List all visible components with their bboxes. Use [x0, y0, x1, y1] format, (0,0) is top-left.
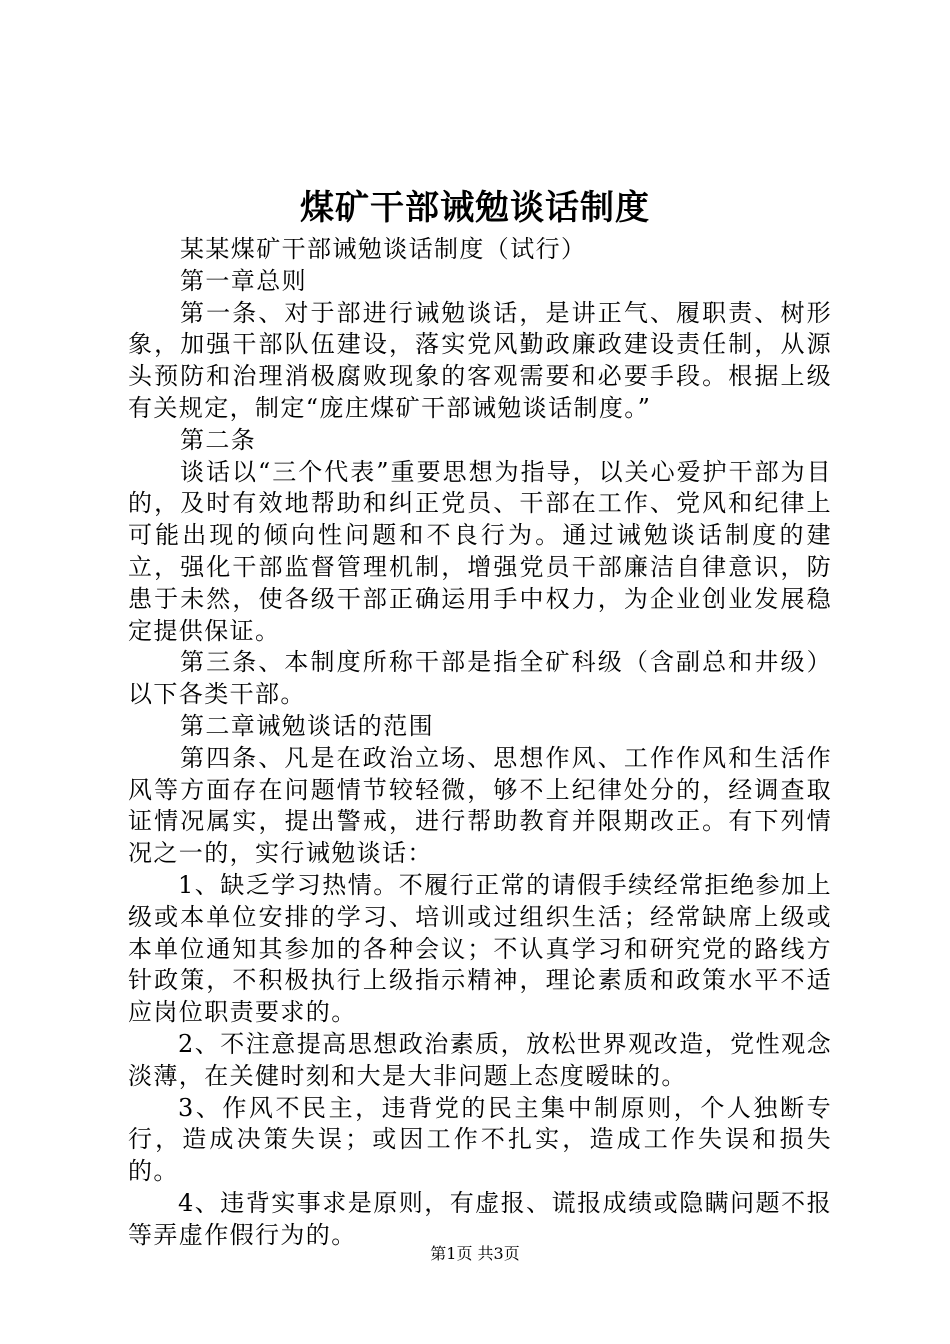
document-title: 煤矿干部诫勉谈话制度 — [300, 188, 650, 228]
list-item-paragraph: 4、违背实事求是原则，有虚报、谎报成绩或隐瞒问题不报等弄虚作假行为的。 — [128, 1188, 832, 1249]
article-paragraph: 第三条、本制度所称干部是指全矿科级（含副总和井级）以下各类干部。 — [128, 648, 832, 709]
article-paragraph: 第四条、凡是在政治立场、思想作风、工作作风和生活作风等方面存在问题情节较轻微，够不上纪律处分的，经调查取证情况属实，提出警戒，进行帮助教育并限期改正。有下列情况之一的，实行诫勉谈话： — [128, 743, 832, 868]
subtitle-paragraph: 某某煤矿干部诫勉谈话制度（试行） — [180, 235, 587, 263]
article-paragraph: 第一条、对于部进行诫勉谈话，是讲正气、履职责、树形象，加强干部队伍建设，落实党风勤政廉政建设责任制，从源头预防和治理消极腐败现象的客观需要和必要手段。根据上级有关规定，制定“庞庄煤矿干部诫勉谈话制度。” — [128, 298, 832, 422]
article-heading: 第二条 — [180, 425, 257, 454]
document-body — [128, 234, 832, 1252]
list-item-paragraph: 2、不注意提高思想政治素质，放松世界观改造，党性观念淡薄，在关健时刻和大是大非问题上态度暧昧的。 — [128, 1029, 832, 1090]
page-number-footer: 第1页 共3页 — [430, 1244, 520, 1263]
list-item-paragraph: 3、作风不民主，违背党的民主集中制原则，个人独断专行，造成决策失误；或因工作不扎实，造成工作失误和损失的。 — [128, 1093, 832, 1186]
article-paragraph: 谈话以“三个代表”重要思想为指导，以关心爱护干部为目的，及时有效地帮助和纠正党员、干部在工作、党风和纪律上可能出现的倾向性问题和不良行为。通过诫勉谈话制度的建立，强化干部监督管理机制，增强党员干部廉洁自律意识，防患于未然，使各级干部正确运用手中权力，为企业创业发展稳定提供保证。 — [128, 457, 832, 645]
list-item-paragraph: 1、缺乏学习热情。不履行正常的请假手续经常拒绝参加上级或本单位安排的学习、培训或过组织生活；经常缺席上级或本单位通知其参加的各种会议；不认真学习和研究党的路线方针政策，不积极执行上级指示精神，理论素质和政策水平不适应岗位职责要求的。 — [128, 870, 832, 1027]
chapter-heading: 第二章诫勉谈话的范围 — [180, 711, 434, 740]
chapter-heading: 第一章总则 — [180, 266, 307, 295]
